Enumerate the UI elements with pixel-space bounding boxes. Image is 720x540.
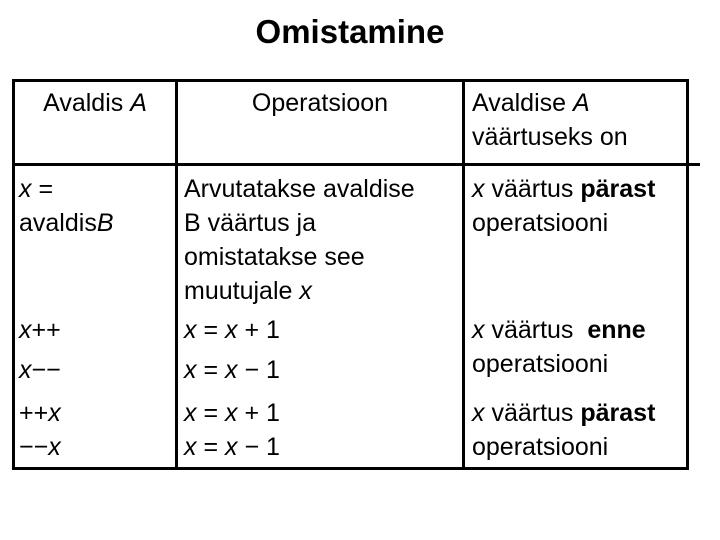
row3-op2-a: x — [184, 433, 197, 461]
row3-operation-line1 — [184, 396, 280, 430]
row3-expression-line2 — [19, 430, 61, 464]
row2-op2-eq: = — [196, 356, 225, 384]
row2-op1-a: x — [184, 316, 197, 344]
row1-operation-line2: B väärtus ja — [184, 209, 317, 237]
row1-result-var: x — [472, 175, 485, 203]
row3-op1-rest: + 1 — [237, 399, 280, 427]
row2-operation — [184, 313, 280, 387]
header-value-label: Avaldise — [472, 89, 573, 117]
header-value-line2: väärtuseks on — [472, 123, 628, 151]
row1-expression-text: avaldis — [19, 209, 97, 237]
header-bottom-border — [12, 163, 700, 166]
header-value — [472, 86, 628, 154]
row1-result-line1 — [472, 172, 655, 206]
row1-result-line2: operatsiooni — [472, 209, 609, 237]
row3-result-var: x — [472, 399, 485, 427]
row1-operation-line3: omistatakse see — [184, 243, 365, 271]
header-expression-label: Avaldis — [43, 89, 131, 117]
row3-op2-b: x — [225, 433, 238, 461]
row3-result — [472, 396, 655, 464]
row3-operation-line2 — [184, 430, 280, 464]
row2-op1-eq: = — [196, 316, 225, 344]
row2-op2-a: x — [184, 356, 197, 384]
row2-result-line2: operatsiooni — [472, 350, 609, 378]
row3-op1-b: x — [225, 399, 238, 427]
header-expression — [15, 86, 175, 120]
row1-result — [472, 172, 655, 240]
row3-expression2-op: −− — [19, 433, 49, 461]
header-value-var: A — [573, 89, 590, 117]
row3-op2-eq: = — [196, 433, 225, 461]
row2-op1-b: x — [225, 316, 238, 344]
row1-result-bold: pärast — [580, 175, 656, 203]
row1-expression-equals: = — [31, 175, 54, 203]
header-operation: Operatsioon — [251, 89, 389, 117]
row2-expression-line2 — [19, 353, 61, 387]
row3-expression2-var: x — [48, 433, 61, 461]
row2-operation-line1 — [184, 313, 280, 347]
row2-result-line1 — [472, 313, 646, 347]
row1-operation-line4-text: muutujale — [184, 277, 300, 305]
row3-expression — [19, 396, 61, 464]
row2-result-bold: enne — [587, 316, 646, 344]
row2-op2-rest: − 1 — [237, 356, 280, 384]
slide-title: Omistamine — [255, 13, 445, 50]
row3-op1-a: x — [184, 399, 197, 427]
row3-expression1-var: x — [48, 399, 61, 427]
header-top-border — [12, 79, 688, 82]
row3-result-bold: pärast — [580, 399, 656, 427]
row3-operation — [184, 396, 280, 464]
column-divider-2 — [462, 79, 465, 470]
row1-expression-var-b: B — [96, 209, 114, 237]
column-divider-1 — [175, 79, 178, 470]
row1-operation-line1: Arvutatakse avaldise — [184, 175, 415, 203]
table-right-border — [686, 79, 689, 470]
row2-result-var: x — [472, 316, 485, 344]
row3-result-text: väärtus — [484, 399, 581, 427]
row3-result-line1 — [472, 396, 655, 430]
row1-expression-line1 — [19, 172, 114, 206]
row2-expression2-op: −− — [31, 356, 61, 384]
row1-result-text: väärtus — [484, 175, 581, 203]
table-left-border — [12, 79, 15, 470]
header-value-line1 — [472, 86, 628, 120]
row3-result-line2: operatsiooni — [472, 433, 609, 461]
row2-expression2-var: x — [19, 356, 32, 384]
row1-expression-var: x — [19, 175, 32, 203]
row2-expression-line1 — [19, 313, 61, 347]
row2-expression1-op: ++ — [31, 316, 61, 344]
row2-result — [472, 313, 646, 381]
row2-operation-line2 — [184, 353, 280, 387]
row3-expression1-op: ++ — [19, 399, 49, 427]
row2-expression1-var: x — [19, 316, 32, 344]
row1-operation-line4 — [184, 274, 415, 308]
row3-op2-rest: − 1 — [237, 433, 280, 461]
table-bottom-border — [12, 467, 688, 470]
row1-operation — [184, 172, 415, 308]
row2-op1-rest: + 1 — [237, 316, 280, 344]
row2-expression — [19, 313, 61, 387]
header-expression-var: A — [130, 89, 147, 117]
row3-expression-line1 — [19, 396, 61, 430]
row2-result-text: väärtus — [484, 316, 588, 344]
row3-op1-eq: = — [196, 399, 225, 427]
row1-expression-line2 — [19, 206, 114, 240]
row1-operation-line4-var: x — [299, 277, 312, 305]
row2-op2-b: x — [225, 356, 238, 384]
row1-expression — [19, 172, 114, 240]
